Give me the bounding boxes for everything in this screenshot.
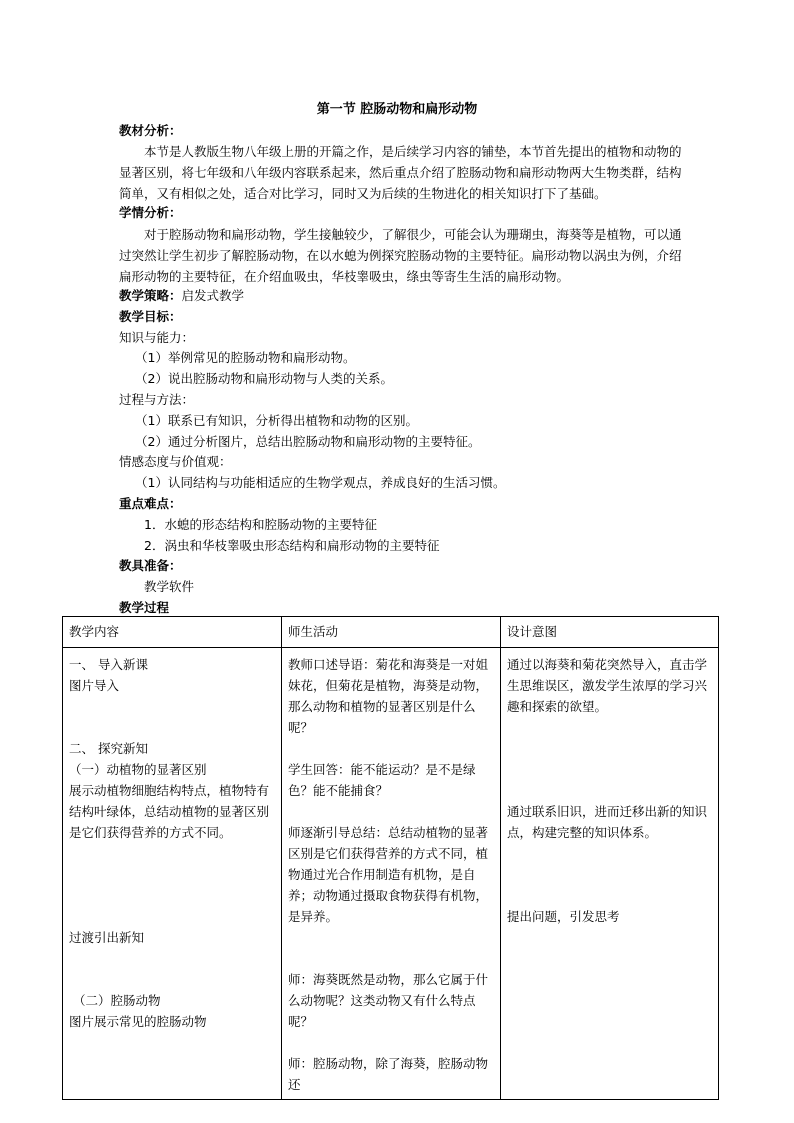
column-header: 教学内容 bbox=[63, 617, 282, 648]
key-point-item: 1．水螅的形态结构和腔肠动物的主要特征 bbox=[144, 517, 377, 532]
process-item: （1）联系已有知识，分析得出植物和动物的区别。 bbox=[135, 413, 418, 428]
column-header: 设计意图 bbox=[501, 617, 719, 648]
table-row bbox=[63, 648, 719, 1100]
strategy-value: 启发式教学 bbox=[181, 288, 245, 303]
knowledge-item: （1）举例常见的腔肠动物和扁形动物。 bbox=[135, 350, 356, 365]
content-line: 过渡引出新知 bbox=[69, 930, 145, 945]
materials-heading: 教具准备： bbox=[119, 558, 182, 573]
key-points-heading: 重点难点： bbox=[119, 496, 182, 511]
emotion-label: 情感态度与价值观： bbox=[119, 454, 232, 469]
content-line: 展示动植物细胞结构特点，植物特有结构叶绿体，总结动植物的显著区别是它们获得营养的方式不同。 bbox=[69, 783, 270, 840]
activity-text: 学生回答：能不能运动？是不是绿色？能不能捕食？ bbox=[288, 762, 476, 798]
textbook-analysis-text: 本节是人教版生物八年级上册的开篇之作，是后续学习内容的铺垫，本节首先提出的植物和动物的显著区别，将七年级和八年级内容联系起来，然后重点介绍了腔肠动物和扁形动物两大生物类群，结构简单，又有相似之处，适合对比学习，同时又为后续的生物进化的相关知识打下了基础。 bbox=[119, 144, 682, 201]
intent-text: 提出问题，引发思考 bbox=[507, 909, 620, 924]
process-item: （2）通过分析图片，总结出腔肠动物和扁形动物的主要特征。 bbox=[135, 434, 481, 449]
learner-analysis-heading: 学情分析： bbox=[119, 205, 182, 220]
materials-value: 教学软件 bbox=[144, 579, 195, 594]
goals-heading: 教学目标： bbox=[119, 309, 182, 324]
content-line: 图片导入 bbox=[69, 678, 120, 693]
content-line: 二、 探究新知 bbox=[69, 741, 148, 756]
strategy-row bbox=[119, 286, 244, 304]
table-header-row bbox=[63, 617, 719, 648]
process-heading: 教学过程 bbox=[119, 600, 170, 615]
key-point-item: 2．涡虫和华枝睾吸虫形态结构和扁形动物的主要特征 bbox=[144, 538, 440, 553]
activity-cell bbox=[282, 648, 501, 1100]
knowledge-item: （2）说出腔肠动物和扁形动物与人类的关系。 bbox=[135, 371, 393, 386]
knowledge-label: 知识与能力： bbox=[119, 330, 195, 345]
content-cell bbox=[63, 648, 282, 1100]
strategy-heading: 教学策略： bbox=[119, 288, 182, 303]
content-line: （一）动植物的显著区别 bbox=[69, 762, 207, 777]
activity-text: 教师口述导语：菊花和海葵是一对姐妹花，但菊花是植物，海葵是动物，那么动物和植物的显著区别是什么呢？ bbox=[288, 657, 489, 735]
intent-text: 通过以海葵和菊花突然导入，直击学生思维误区，激发学生浓厚的学习兴趣和探索的欲望。 bbox=[507, 657, 708, 714]
intent-cell bbox=[501, 648, 719, 1100]
process-label: 过程与方法： bbox=[119, 392, 195, 407]
content-line: 图片展示常见的腔肠动物 bbox=[69, 1014, 207, 1029]
page-title: 第一节 腔肠动物和扁形动物 bbox=[316, 102, 478, 117]
content-line: 一、 导入新课 bbox=[69, 657, 148, 672]
emotion-item: （1）认同结构与功能相适应的生物学观点，养成良好的生活习惯。 bbox=[135, 475, 506, 490]
activity-text: 师：腔肠动物，除了海葵，腔肠动物还 bbox=[288, 1056, 489, 1092]
learner-analysis-text: 对于腔肠动物和扁形动物，学生接触较少，了解很少，可能会认为珊瑚虫，海葵等是植物，可以通过突然让学生初步了解腔肠动物，在以水螅为例探究腔肠动物的主要特征。扁形动物以涡虫为例，介绍扁形动物的主要特征，在介绍血吸虫，华枝睾吸虫，绦虫等寄生生活的扁形动物。 bbox=[119, 227, 682, 284]
teaching-process-table bbox=[62, 616, 719, 1100]
content-line: （二）腔肠动物 bbox=[73, 993, 161, 1008]
textbook-analysis-heading: 教材分析： bbox=[119, 123, 182, 138]
column-header: 师生活动 bbox=[282, 617, 501, 648]
activity-text: 师逐渐引导总结：总结动植物的显著区别是它们获得营养的方式不同，植物通过光合作用制造有机物，是自养；动物通过摄取食物获得有机物，是异养。 bbox=[288, 825, 489, 924]
activity-text: 师：海葵既然是动物，那么它属于什么动物呢？这类动物又有什么特点呢？ bbox=[288, 972, 489, 1029]
intent-text: 通过联系旧识，进而迁移出新的知识点，构建完整的知识体系。 bbox=[507, 804, 708, 840]
